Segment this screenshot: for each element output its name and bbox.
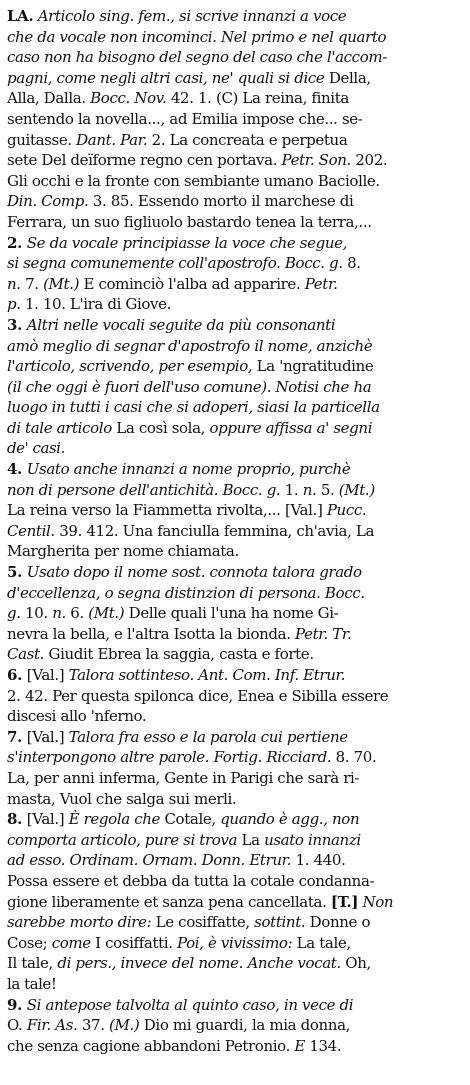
text-run: (Mt.) bbox=[338, 480, 375, 499]
text-run: che da vocale non incominci. Nel primo e nel quarto bbox=[7, 27, 387, 46]
text-run: E cominciò l'alba ad apparire. bbox=[79, 274, 305, 293]
text-line bbox=[7, 47, 464, 68]
text-run: Petr. Son. bbox=[281, 151, 351, 170]
text-line bbox=[7, 953, 464, 974]
text-run: come bbox=[51, 933, 91, 952]
text-run: Oh, bbox=[340, 954, 371, 973]
text-run: (il che oggi è fuori dell'uso comune). Notisi che ha bbox=[7, 377, 372, 396]
text-run: d'eccellenza, o segna distinzion di persona. Bocc. bbox=[7, 583, 365, 602]
text-run: gione liberamente et sanza pena cancellata. bbox=[7, 892, 331, 911]
text-run: ad esso. Ordinam. Ornam. Donn. Etrur. bbox=[7, 851, 292, 870]
text-run: (Mt.) bbox=[88, 604, 125, 623]
text-line bbox=[7, 521, 464, 542]
text-line bbox=[7, 603, 464, 624]
text-line bbox=[7, 377, 464, 398]
text-run: La 'ngratitudine bbox=[252, 357, 374, 376]
text-line bbox=[7, 686, 464, 707]
text-run: 202. bbox=[350, 151, 388, 170]
text-run: 5. bbox=[7, 563, 27, 582]
text-run: Din. Comp. bbox=[7, 192, 89, 211]
text-run: si segna comunemente coll'apostrofo. Bocc. g. bbox=[7, 254, 343, 273]
text-line bbox=[7, 583, 464, 604]
text-run: sentendo la novella..., ad Emilia impose che... se- bbox=[7, 109, 363, 128]
text-run: 8. bbox=[7, 810, 27, 829]
text-run: Donne o bbox=[305, 913, 371, 932]
text-run: I cosiffatti. bbox=[90, 933, 178, 952]
text-run: n. bbox=[52, 604, 66, 623]
text-run: Cose; bbox=[7, 933, 52, 952]
text-run: Ferrara, un suo figliuolo bastardo tenea la terra,... bbox=[7, 212, 372, 231]
text-line bbox=[7, 624, 464, 645]
text-run: la tale! bbox=[7, 974, 57, 993]
text-run: Si antepose talvolta al quinto caso, in vece di bbox=[26, 995, 354, 1014]
text-line bbox=[7, 171, 464, 192]
text-run: Petr. bbox=[304, 274, 338, 293]
text-line bbox=[7, 706, 464, 727]
text-run: 6. bbox=[65, 604, 89, 623]
text-line bbox=[7, 459, 464, 480]
text-run: amò meglio di segnar d'apostrofo il nome, anzichè bbox=[7, 336, 373, 355]
text-run: 2. La concreata e perpetua bbox=[147, 130, 348, 149]
text-run: Talora sottinteso. Ant. Com. Inf. Etrur. bbox=[68, 666, 346, 684]
text-run: 134. bbox=[304, 1036, 342, 1055]
text-run: di pers., invece del nome. Anche vocat. bbox=[57, 954, 341, 973]
text-run: Altri nelle vocali seguite da più consonanti bbox=[26, 315, 336, 334]
text-run: de' casi. bbox=[7, 439, 65, 458]
text-run: 7. bbox=[7, 727, 27, 746]
text-run: sarebbe morto dire: bbox=[7, 913, 152, 932]
text-run: 3. 85. Essendo morto il marchese di bbox=[88, 192, 354, 211]
text-run: Poi, è vivissimo: bbox=[177, 933, 293, 952]
text-run: O. bbox=[7, 1016, 27, 1035]
text-line bbox=[7, 809, 464, 830]
text-line bbox=[7, 995, 464, 1016]
text-run: s'interpongono altre parole. Fortig. Ricciard. bbox=[7, 748, 332, 767]
text-line bbox=[7, 562, 464, 583]
text-line bbox=[7, 6, 464, 27]
text-line bbox=[7, 727, 464, 748]
text-run: Bocc. Nov. bbox=[90, 89, 167, 108]
text-line bbox=[7, 253, 464, 274]
text-run: 3. bbox=[7, 315, 27, 334]
text-line bbox=[7, 830, 464, 851]
text-run: Petr. Tr. bbox=[295, 624, 352, 643]
text-line bbox=[7, 294, 464, 315]
text-run: Pucc. bbox=[326, 501, 367, 520]
text-run: g. bbox=[7, 604, 21, 623]
text-run: quando è agg., non bbox=[220, 810, 360, 829]
text-line bbox=[7, 27, 464, 48]
text-run: Se da vocale principiasse la voce che segue, bbox=[26, 233, 348, 252]
text-run: Alla, Dalla. bbox=[7, 89, 91, 108]
text-run: 39. 412. Una fanciulla femmina, ch'avia, La bbox=[54, 521, 375, 540]
text-run: 5. bbox=[316, 480, 339, 499]
text-run: LA. bbox=[7, 7, 34, 25]
text-run: 8. bbox=[342, 254, 361, 273]
text-run: che senza cagione abbandoni Petronio. bbox=[7, 1036, 295, 1055]
text-line bbox=[7, 191, 464, 212]
text-run: luogo in tutti i casi che si adoperi, siasi la particella bbox=[7, 398, 380, 417]
text-run: 2. bbox=[7, 233, 27, 252]
text-run: 8. 70. bbox=[331, 748, 377, 767]
text-run: sete Del deïforme regno cen portava. bbox=[7, 151, 282, 170]
text-line bbox=[7, 356, 464, 377]
text-run: n. bbox=[7, 274, 21, 293]
text-run: Centil. bbox=[7, 521, 55, 540]
text-run: caso non ha bisogno del segno del caso che l'accom- bbox=[7, 48, 387, 67]
text-line bbox=[7, 315, 464, 336]
text-line bbox=[7, 644, 464, 665]
text-line bbox=[7, 1015, 464, 1036]
text-run: Delle quali l'una ha nome Gi- bbox=[124, 604, 339, 623]
text-run: È regola che bbox=[68, 810, 161, 829]
text-run: 1. 440. bbox=[291, 851, 346, 870]
text-run: Le cosiffatte, bbox=[151, 913, 255, 932]
text-run: guitasse. bbox=[7, 130, 77, 149]
text-run: Non bbox=[358, 892, 394, 911]
text-run: [Val.] bbox=[26, 666, 69, 684]
text-run: 10. bbox=[20, 604, 53, 623]
text-line bbox=[7, 480, 464, 501]
text-line bbox=[7, 789, 464, 810]
text-line bbox=[7, 150, 464, 171]
text-line bbox=[7, 418, 464, 439]
text-run: La, per anni inferma, Gente in Parigi che sarà ri- bbox=[7, 768, 360, 787]
text-run: 9. bbox=[7, 995, 27, 1014]
text-run: 2. 42. Per questa spilonca dice, Enea e Sibilla essere bbox=[7, 686, 389, 705]
text-line bbox=[7, 933, 464, 954]
text-run: Usato anche innanzi a nome proprio, purchè bbox=[26, 460, 351, 479]
text-run: La tale, bbox=[292, 933, 351, 952]
text-run: Cast. bbox=[7, 645, 45, 664]
text-run: Talora fra esso e la parola cui pertiene bbox=[68, 727, 348, 746]
text-run: [Val.] bbox=[26, 727, 69, 746]
text-run: E bbox=[294, 1036, 305, 1055]
text-run: 1. 10. L'ira di Giove. bbox=[20, 295, 171, 314]
text-line bbox=[7, 871, 464, 892]
text-run: 1. bbox=[280, 480, 303, 499]
text-run: nevra la bella, e l'altra Isotta la bionda. bbox=[7, 624, 296, 643]
text-line bbox=[7, 233, 464, 254]
text-line bbox=[7, 747, 464, 768]
text-line bbox=[7, 88, 464, 109]
text-run: La bbox=[237, 830, 265, 849]
text-line bbox=[7, 274, 464, 295]
text-line bbox=[7, 68, 464, 89]
text-run: (Mt.) bbox=[43, 274, 80, 293]
text-line bbox=[7, 974, 464, 995]
text-run: usato innanzi bbox=[264, 830, 361, 849]
text-run: Articolo sing. fem., si scrive innanzi a voce bbox=[33, 7, 347, 25]
text-run: p. bbox=[7, 295, 21, 314]
text-run: Possa essere et debba da tutta la cotale condanna- bbox=[7, 871, 375, 890]
text-run: di tale articolo bbox=[7, 418, 112, 437]
text-run: Fir. As. bbox=[26, 1016, 78, 1035]
text-run: La così sola, bbox=[111, 418, 210, 437]
text-run: (M.) bbox=[109, 1016, 140, 1035]
text-run: comporta articolo, pure si trova bbox=[7, 830, 238, 849]
text-run: non di persone dell'antichità. Bocc. g. bbox=[7, 480, 281, 499]
text-run: oppure affissa a' segni bbox=[209, 418, 373, 437]
text-run: 37. bbox=[77, 1016, 110, 1035]
text-run: l'articolo, scrivendo, per esempio, bbox=[7, 357, 253, 376]
text-run: masta, Vuol che salga sui merli. bbox=[7, 789, 237, 808]
text-line bbox=[7, 1036, 464, 1057]
text-run: 6. bbox=[7, 666, 27, 684]
text-line bbox=[7, 500, 464, 521]
text-run: Usato dopo il nome sost. connota talora grado bbox=[26, 563, 362, 582]
text-line bbox=[7, 892, 464, 913]
text-run: La reina verso la Fiammetta rivolta,... [Val.] bbox=[7, 501, 327, 520]
text-line bbox=[7, 130, 464, 151]
text-line bbox=[7, 336, 464, 357]
text-run: Della, bbox=[324, 68, 371, 87]
text-run: Giudit Ebrea la saggia, casta e forte. bbox=[44, 645, 314, 664]
text-line bbox=[7, 541, 464, 562]
text-run: Gli occhi e la fronte con sembiante umano Baciolle. bbox=[7, 171, 380, 190]
text-line bbox=[7, 912, 464, 933]
text-run: 42. 1. (C) La reina, finita bbox=[166, 89, 349, 108]
text-run: sottint. bbox=[254, 913, 306, 932]
text-run: Il tale, bbox=[7, 954, 58, 973]
text-line bbox=[7, 438, 464, 459]
text-line bbox=[7, 665, 464, 686]
text-line bbox=[7, 212, 464, 233]
text-line bbox=[7, 768, 464, 789]
text-line bbox=[7, 109, 464, 130]
text-run: [T.] bbox=[330, 892, 359, 911]
text-run: n. bbox=[302, 480, 317, 499]
text-run: pagni, come negli altri casi, ne' quali si dice bbox=[7, 68, 325, 87]
text-run: Margherita per nome chiamata. bbox=[7, 542, 239, 561]
text-run: discesi allo 'nferno. bbox=[7, 707, 147, 726]
text-run: Cotale, bbox=[160, 810, 221, 829]
text-line bbox=[7, 397, 464, 418]
text-run: 4. bbox=[7, 460, 27, 479]
text-run: Dant. Par. bbox=[76, 130, 148, 149]
text-run: Dio mi guardi, la mia donna, bbox=[139, 1016, 351, 1035]
text-line bbox=[7, 850, 464, 871]
text-run: [Val.] bbox=[26, 810, 69, 829]
text-run: 7. bbox=[20, 274, 44, 293]
